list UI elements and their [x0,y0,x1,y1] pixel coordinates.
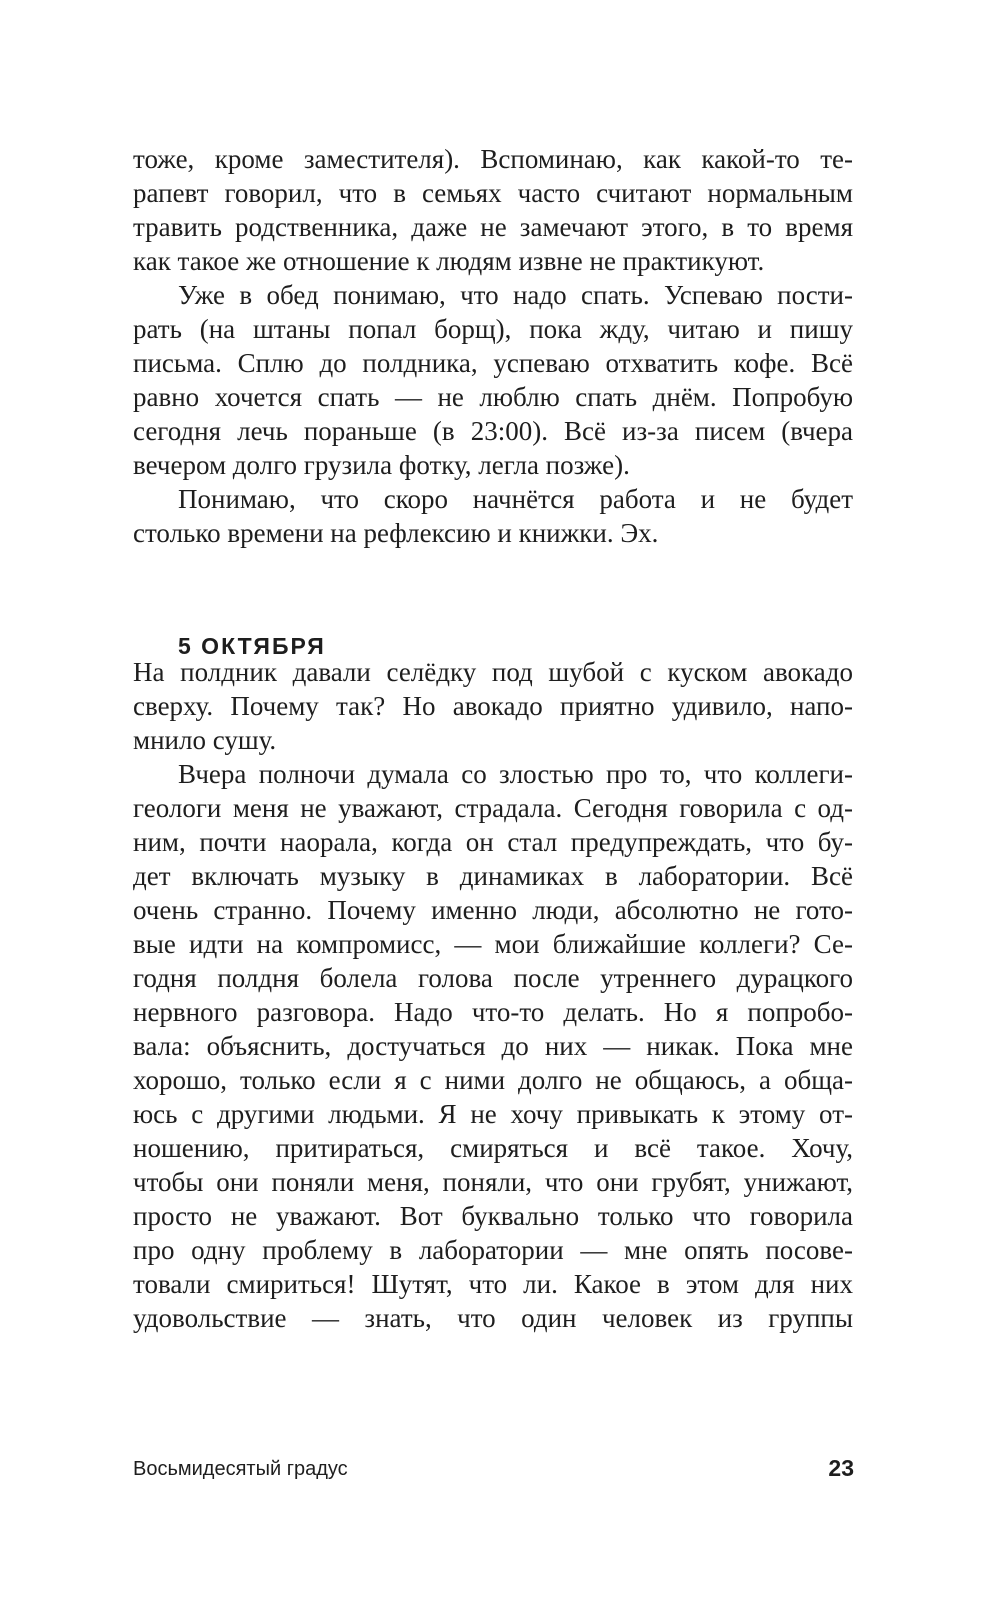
text-line: травить родственника, даже не замечают этого, в то время [133,212,853,242]
text-line: товали смириться! Шутят, что ли. Какое в этом для них [133,1269,853,1299]
text-line: хорошо, только если я с ними долго не общаюсь, а обща- [133,1065,853,1095]
text-line: столько времени на рефлексию и книжки. Эх. [133,518,659,548]
text-line: Понимаю, что скоро начнётся работа и не будет [178,484,853,514]
text-line: вала: объяснить, достучаться до них — никак. Пока мне [133,1031,853,1061]
text-line: рать (на штаны попал борщ), пока жду, читаю и пишу [133,314,853,344]
text-line: Уже в обед понимаю, что надо спать. Успеваю пости- [178,280,853,310]
text-line: На полдник давали селёдку под шубой с куском авокадо [133,657,853,687]
text-line: сверху. Почему так? Но авокадо приятно удивило, напо- [133,691,853,721]
section-heading: 5 ОКТЯБРЯ [178,633,326,659]
text-line: тоже, кроме заместителя). Вспоминаю, как какой-то те- [133,144,853,174]
text-line: письма. Сплю до полдника, успеваю отхватить кофе. Всё [133,348,853,378]
text-line: мнило сушу. [133,725,277,755]
running-footer-book-title: Восьмидесятый градус [133,1458,348,1480]
text-line: Вчера полночи думала со злостью про то, что коллеги- [178,759,853,789]
page-number: 23 [828,1455,854,1481]
text-line: нервного разговора. Надо что-то делать. Но я попробо- [133,997,853,1027]
text-line: рапевт говорил, что в семьях часто считают нормальным [133,178,853,208]
text-line: равно хочется спать — не люблю спать днём. Попробую [133,382,853,412]
text-line: как такое же отношение к людям извне не практикуют. [133,246,765,276]
text-line: дет включать музыку в динамиках в лаборатории. Всё [133,861,853,891]
text-line: юсь с другими людьми. Я не хочу привыкать к этому от- [133,1099,853,1129]
text-line: просто не уважают. Вот буквально только что говорила [133,1201,853,1231]
text-line: вые идти на компромисс, — мои ближайшие коллеги? Се- [133,929,853,959]
text-line: ним, почти наорала, когда он стал предупреждать, что бу- [133,827,853,857]
text-line: геологи меня не уважают, страдала. Сегодня говорила с од- [133,793,853,823]
text-line: про одну проблему в лаборатории — мне опять посове- [133,1235,853,1265]
text-line: годня полдня болела голова после утреннего дурацкого [133,963,853,993]
text-line: сегодня лечь пораньше (в 23:00). Всё из-за писем (вчера [133,416,853,446]
text-line: удовольствие — знать, что один человек из группы [133,1303,853,1333]
text-line: чтобы они поняли меня, поняли, что они грубят, унижают, [133,1167,853,1197]
text-line: ношению, притираться, смиряться и всё такое. Хочу, [133,1133,853,1163]
text-line: очень странно. Почему именно люди, абсолютно не гото- [133,895,853,925]
text-line: вечером долго грузила фотку, легла позже). [133,450,630,480]
